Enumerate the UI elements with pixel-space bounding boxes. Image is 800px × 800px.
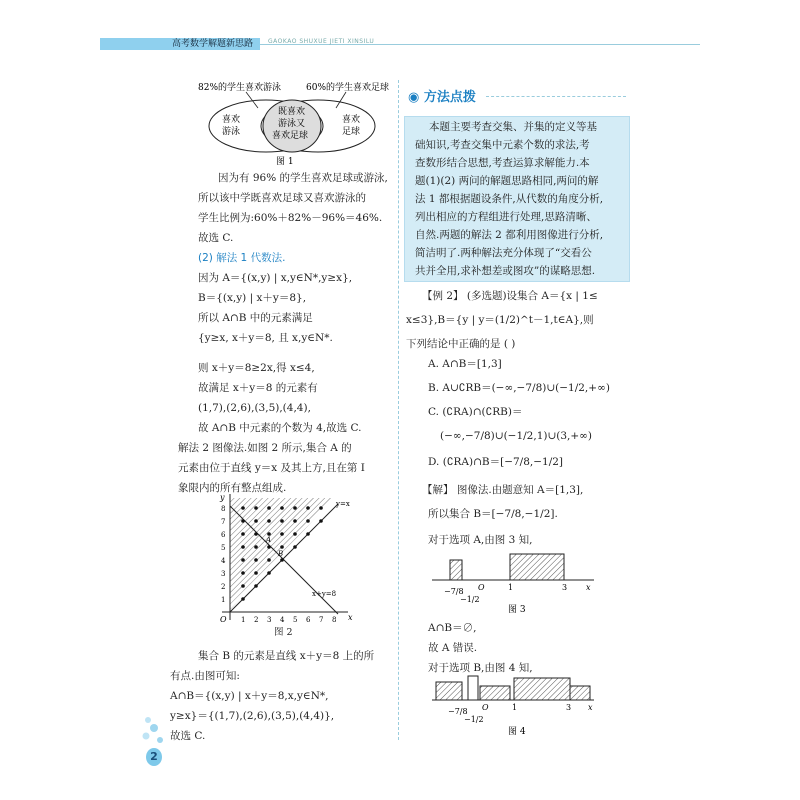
right-line-9: 所以集合 B＝[−7/8,−1/2]. (428, 508, 558, 520)
method-line-0: 本题主要考查交集、并集的定义等基 (429, 121, 597, 133)
lattice-point (254, 532, 258, 536)
fig2-line-yx: y=x (336, 500, 350, 508)
venn-right-1: 喜欢 (342, 115, 361, 125)
venn-center-3: 喜欢足球 (272, 131, 309, 141)
lattice-point (241, 558, 245, 562)
fig2-xtick: 6 (306, 616, 311, 624)
method-box (404, 116, 630, 282)
right-line-3: A. A∩B＝[1,3] (428, 358, 502, 370)
lattice-point (254, 519, 258, 523)
left-line-5: 因为 A＝{(x,y) | x,y∈N*,y≥x}, (198, 272, 353, 284)
fig2-ytick: 5 (221, 544, 226, 552)
header-title: 高考数学解题新思路 (100, 38, 260, 50)
method-rule (486, 96, 626, 97)
fig2-xtick: 1 (241, 616, 246, 624)
right-line-6: (−∞,−7/8)∪(−1/2,1)∪(3,+∞) (440, 430, 593, 442)
lattice-point (306, 506, 310, 510)
lattice-point (267, 558, 271, 562)
left-line-6: B＝{(x,y) | x＋y＝8}, (198, 292, 307, 304)
left-line-13: 解法 2 图像法.如图 2 所示,集合 A 的 (178, 442, 352, 454)
lattice-point (280, 545, 284, 549)
fig2-xtick: 8 (332, 616, 337, 624)
right-line-1: x≤3},B＝{y | y＝(1/2)^t－1,t∈A},则 (406, 314, 594, 326)
left-line-10: 故满足 x＋y＝8 的元素有 (198, 382, 318, 394)
right-line-7: D. (∁RA)∩B＝[−7/8,−1/2] (428, 456, 564, 468)
lattice-point (241, 597, 245, 601)
method-title-text: 方法点拨 (423, 90, 476, 105)
venn-right-2: 足球 (342, 127, 361, 137)
venn-center-1: 既喜欢 (278, 107, 306, 117)
lattice-point (280, 519, 284, 523)
decorative-dots (140, 714, 170, 750)
lattice-point (293, 532, 297, 536)
figure-2-caption: 图 2 (274, 627, 293, 638)
fig2-ytick: 3 (221, 570, 226, 578)
lattice-point (241, 584, 245, 588)
lattice-point (280, 558, 284, 562)
column-divider (398, 80, 399, 740)
fig4-tick-2: 1 (512, 703, 518, 712)
left2-line-1: 有点.由图可知: (170, 670, 240, 682)
left-line-15: 象限内的所有整点组成. (178, 482, 287, 494)
lattice-point (267, 571, 271, 575)
method-line-4: 法 1 都根据题设条件,从代数的角度分析, (415, 193, 604, 205)
figure-4-caption: 图 4 (508, 727, 526, 737)
fig4-tick-3: 3 (566, 703, 572, 712)
right-line-0: 【例 2】 (多选题)设集合 A＝{x | 1≤ (422, 290, 598, 302)
venn-label-left: 82%的学生喜欢游泳 (198, 83, 282, 93)
page-header (100, 36, 700, 52)
left-line-9: 则 x＋y＝8≥2x,得 x≤4, (198, 362, 315, 374)
left-line-4: (2) 解法 1 代数法. (198, 252, 286, 264)
method-line-7: 简洁明了.两种解法充分体现了“交看公 (415, 247, 592, 259)
method-line-6: 自然.两题的解法 2 都利用图像进行分析, (415, 229, 604, 241)
fig4-tick-0: −7/8 (448, 707, 468, 716)
fig2-ytick: 1 (221, 596, 226, 604)
left-line-11: (1,7),(2,6),(3,5),(4,4), (198, 402, 311, 414)
left2-line-4: 故选 C. (170, 730, 206, 742)
lattice-point (319, 519, 323, 523)
fig3-xlabel: x (586, 583, 591, 592)
fig4-xlabel: x (588, 703, 593, 712)
left-line-7: 所以 A∩B 中的元素满足 (198, 312, 313, 324)
venn-label-right: 60%的学生喜欢足球 (306, 83, 390, 93)
left-line-3: 故选 C. (198, 232, 234, 244)
lattice-point (319, 506, 323, 510)
lattice-point (293, 545, 297, 549)
fig2-xtick: 3 (267, 616, 272, 624)
lattice-point (293, 506, 297, 510)
method-line-2: 查数形结合思想,考查运算求解能力.本 (415, 157, 590, 169)
lattice-point (267, 506, 271, 510)
figure-2-lattice (208, 490, 358, 640)
fig2-label-b: B (278, 550, 284, 558)
fig2-xtick: 7 (319, 616, 324, 624)
fig4-tick-1: −1/2 (464, 715, 484, 724)
left-line-2: 学生比例为:60%＋82%－96%＝46%. (198, 212, 383, 224)
fig2-origin: O (220, 615, 227, 624)
fig3-tick-3: 3 (562, 583, 568, 592)
lattice-point (306, 519, 310, 523)
figure-1-caption: 图 1 (276, 157, 294, 167)
method-icon: ◉ (408, 90, 420, 105)
right-line-2: 下列结论中正确的是 ( ) (406, 338, 516, 350)
fig2-ylabel: y (220, 493, 225, 502)
lattice-point (254, 545, 258, 549)
fig2-xtick: 4 (280, 616, 285, 624)
header-subtitle: GAOKAO SHUXUE JIETI XINSILU (268, 38, 375, 45)
lattice-point (293, 519, 297, 523)
lattice-point (267, 519, 271, 523)
lattice-point (241, 519, 245, 523)
lattice-point (254, 506, 258, 510)
lattice-point (267, 545, 271, 549)
venn-left-1: 喜欢 (222, 115, 241, 125)
fig2-xtick: 2 (254, 616, 259, 624)
method-line-5: 列出相应的方程组进行处理,思路清晰、 (415, 211, 597, 223)
figure-4-number-line (428, 672, 598, 742)
lattice-point (254, 584, 258, 588)
fig2-ytick: 6 (221, 531, 226, 539)
left-line-12: 故 A∩B 中元素的个数为 4,故选 C. (198, 422, 362, 434)
left2-line-3: y≥x}＝{(1,7),(2,6),(3,5),(4,4)}, (170, 710, 335, 722)
lattice-point (254, 558, 258, 562)
fig3-tick-0: −7/8 (444, 587, 464, 596)
method-line-3: 题(1)(2) 两问的解题思路相同,两问的解 (415, 175, 599, 187)
left2-line-2: A∩B＝{(x,y) | x＋y＝8,x,y∈N*, (170, 690, 329, 702)
figure-3-number-line (428, 546, 598, 616)
method-line-8: 共并全用,求补想差或图攻”的谋略思想. (415, 265, 596, 277)
lattice-point (241, 532, 245, 536)
fig2-ytick: 2 (221, 583, 226, 591)
method-line-1: 础知识,考查交集中元素个数的求法,考 (415, 139, 590, 151)
fig3-origin: O (478, 583, 485, 592)
fig4-origin: O (482, 703, 489, 712)
page-number: 2 (146, 748, 162, 766)
left-line-0: 因为有 96% 的学生喜欢足球或游泳, (218, 172, 388, 184)
method-title (408, 86, 476, 105)
right-line-8: 【解】 图像法.由题意知 A＝[1,3], (422, 484, 584, 496)
right-line-4: B. A∪∁RB＝(−∞,−7/8)∪(−1/2,+∞) (428, 382, 610, 394)
lattice-point (254, 571, 258, 575)
lattice-point (241, 545, 245, 549)
venn-center-2: 游泳又 (278, 119, 306, 129)
fig2-label-a: A (266, 536, 272, 544)
right-line-5: C. (∁RA)∩(∁RB)＝ (428, 406, 523, 418)
right2-line-0: A∩B＝∅, (428, 622, 477, 634)
fig2-line-sum: x+y=8 (312, 590, 337, 598)
left-line-8: {y≥x, x＋y＝8, 且 x,y∈N*. (198, 332, 333, 344)
left-line-14: 元素由位于直线 y＝x 及其上方,且在第 Ⅰ (178, 462, 365, 474)
fig2-ytick: 4 (221, 557, 226, 565)
right2-line-1: 故 A 错误. (428, 642, 478, 654)
fig2-xlabel: x (348, 613, 353, 622)
right2-line-2: 对于选项 B,由图 4 知, (428, 662, 533, 674)
fig2-ytick: 7 (221, 518, 226, 526)
fig2-ytick: 8 (221, 505, 226, 513)
left2-line-0: 集合 B 的元素是直线 x＋y＝8 上的所 (198, 650, 375, 662)
lattice-point (306, 532, 310, 536)
venn-left-2: 游泳 (222, 127, 241, 137)
fig3-tick-1: −1/2 (460, 595, 480, 604)
lattice-point (280, 532, 284, 536)
lattice-point (241, 506, 245, 510)
lattice-point (280, 506, 284, 510)
figure-1-venn (196, 78, 396, 168)
figure-3-caption: 图 3 (508, 605, 526, 615)
fig3-tick-2: 1 (508, 583, 514, 592)
left-line-1: 所以该中学既喜欢足球又喜欢游泳的 (198, 192, 366, 204)
lattice-point (241, 571, 245, 575)
fig2-xtick: 5 (293, 616, 298, 624)
right-line-10: 对于选项 A,由图 3 知, (428, 534, 533, 546)
